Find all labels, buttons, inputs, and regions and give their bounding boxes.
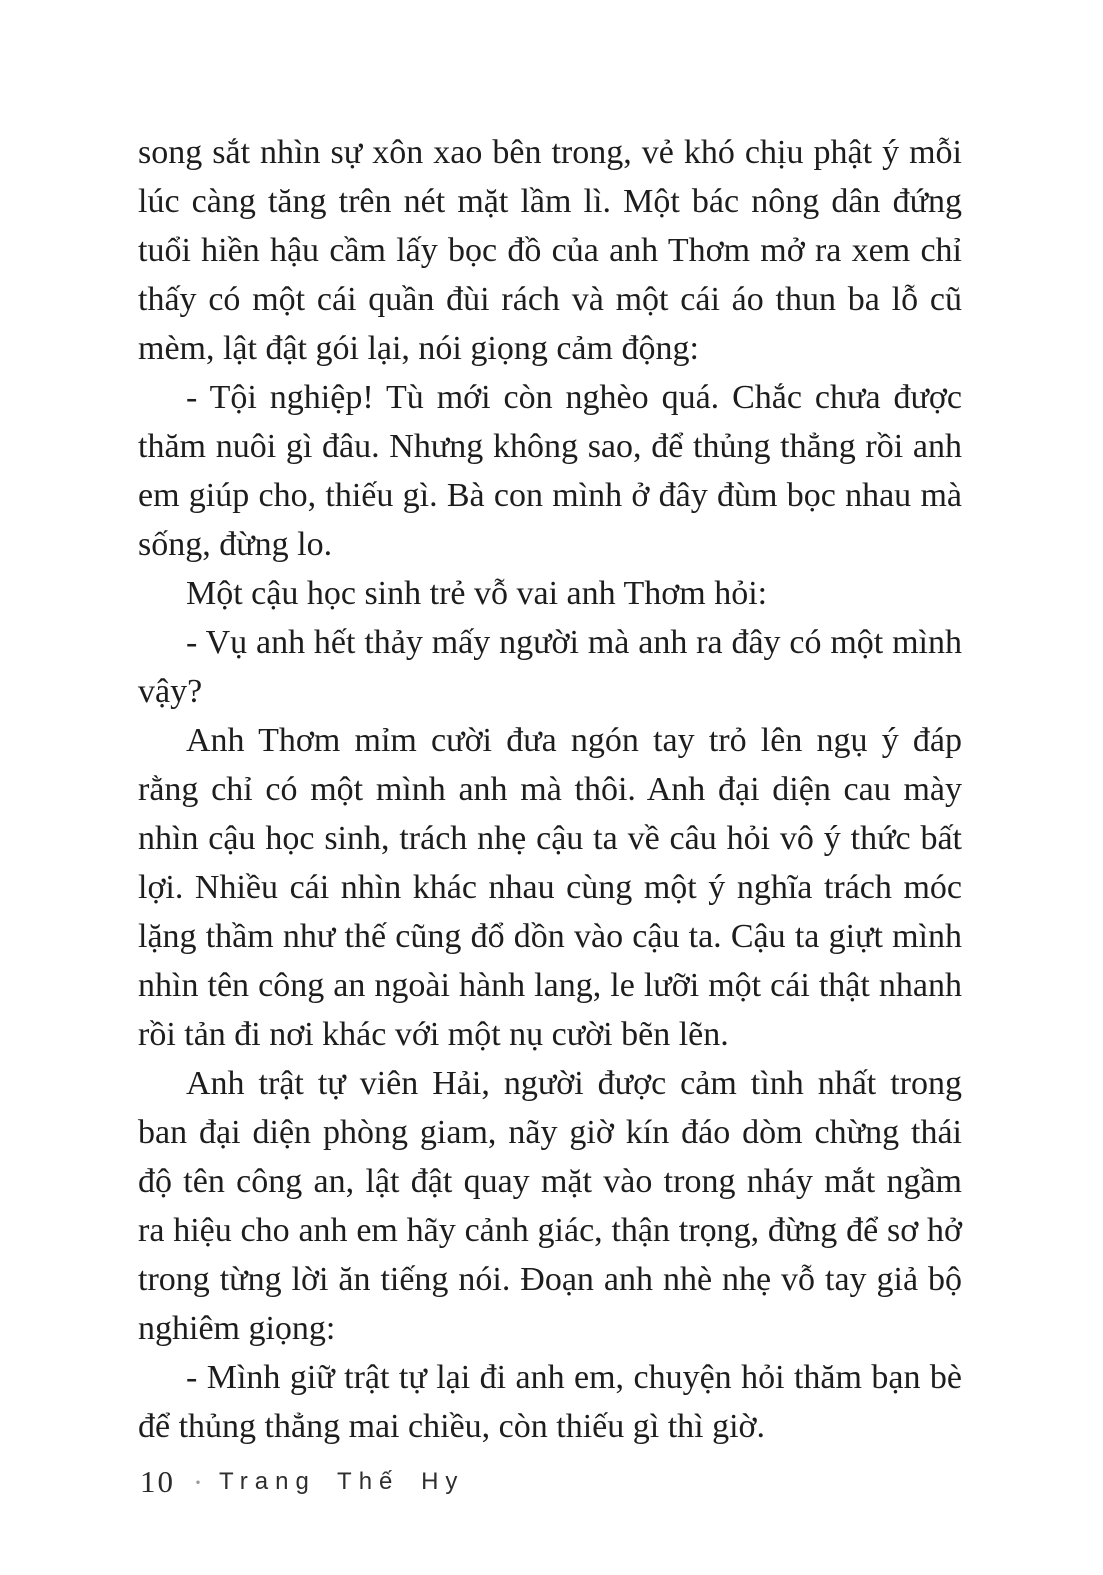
body-text bbox=[138, 128, 962, 1451]
paragraph: - Vụ anh hết thảy mấy người mà anh ra đây có một mình vậy? bbox=[138, 624, 962, 710]
paragraph: Anh Thơm mỉm cười đưa ngón tay trỏ lên ngụ ý đáp rằng chỉ có một mình anh mà thôi. Anh đại diện cau mày nhìn cậu học sinh, trách nhẹ cậu ta về câu hỏi vô ý thức bất lợi. Nhiều cái nhìn khác nhau cùng một ý nghĩa trách móc lặng thầm như thế cũng đổ dồn vào cậu ta. Cậu ta giựt mình nhìn tên công an ngoài hành lang, le lưỡi một cái thật nhanh rồi tản đi nơi khác với một nụ cười bẽn lẽn. bbox=[138, 722, 962, 1053]
paragraph: - Tội nghiệp! Tù mới còn nghèo quá. Chắc chưa được thăm nuôi gì đâu. Nhưng không sao, để thủng thẳng rồi anh em giúp cho, thiếu gì. Bà con mình ở đây đùm bọc nhau mà sống, đừng lo. bbox=[138, 379, 962, 563]
author-name: Trang Thế Hy bbox=[219, 1468, 465, 1495]
page-number: 10 bbox=[140, 1464, 175, 1499]
paragraph: song sắt nhìn sự xôn xao bên trong, vẻ khó chịu phật ý mỗi lúc càng tăng trên nét mặt lầm lì. Một bác nông dân đứng tuổi hiền hậu cầm lấy bọc đồ của anh Thơm mở ra xem chỉ thấy có một cái quần đùi rách và một cái áo thun ba lỗ cũ mèm, lật đật gói lại, nói giọng cảm động: bbox=[138, 134, 962, 367]
page-footer bbox=[140, 1464, 464, 1500]
paragraph: Anh trật tự viên Hải, người được cảm tình nhất trong ban đại diện phòng giam, nãy giờ kín đáo dòm chừng thái độ tên công an, lật đật quay mặt vào trong nháy mắt ngầm ra hiệu cho anh em hãy cảnh giác, thận trọng, đừng để sơ hở trong từng lời ăn tiếng nói. Đoạn anh nhè nhẹ vỗ tay giả bộ nghiêm giọng: bbox=[138, 1065, 962, 1347]
paragraph: Một cậu học sinh trẻ vỗ vai anh Thơm hỏi: bbox=[186, 575, 768, 612]
paragraph: - Mình giữ trật tự lại đi anh em, chuyện hỏi thăm bạn bè để thủng thẳng mai chiều, còn thiếu gì thì giờ. bbox=[138, 1359, 962, 1445]
footer-separator-dot: · bbox=[193, 1465, 203, 1499]
